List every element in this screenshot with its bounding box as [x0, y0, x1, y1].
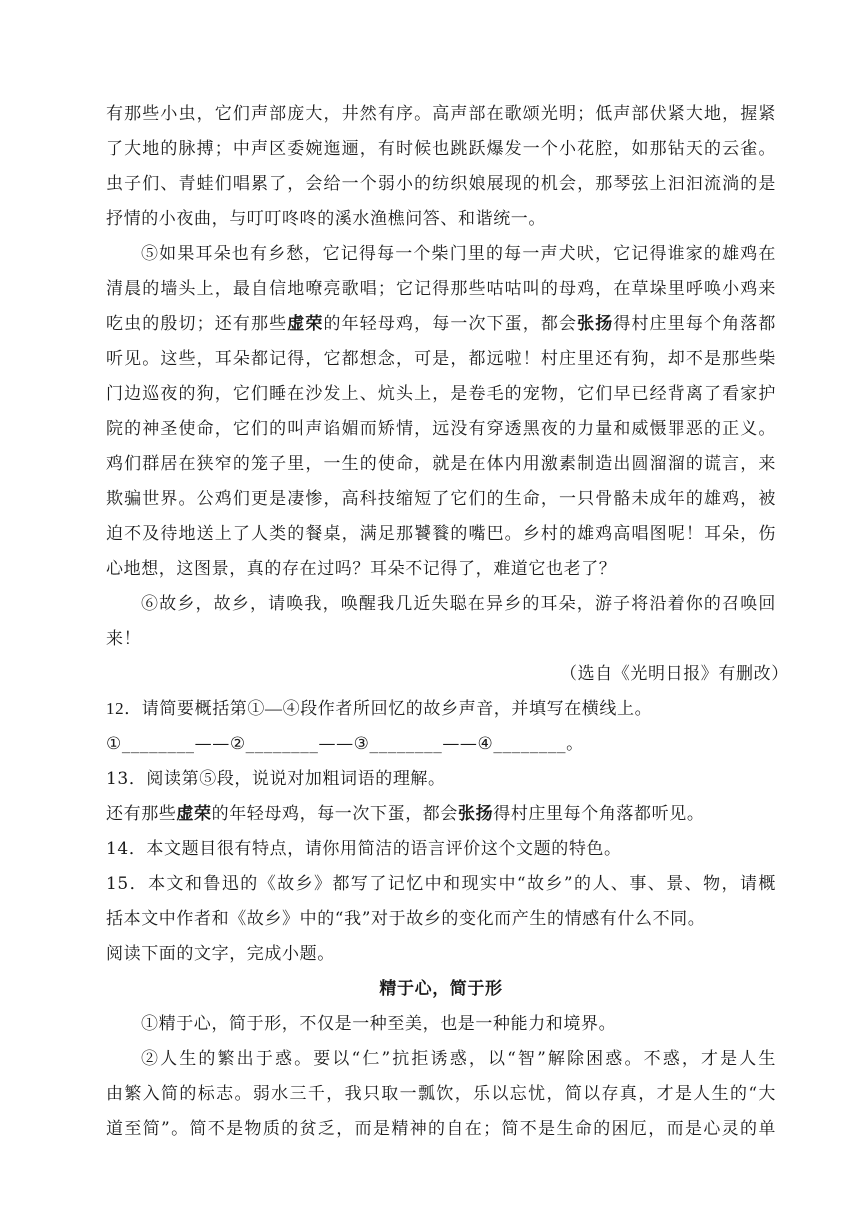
- passage-line: 迫不及待地送上了人类的餐桌，满足那饕餮的嘴巴。乡村的雄鸡高唱图呢！耳朵，伤: [106, 524, 776, 544]
- passage-line: 院的神圣使命，它们的叫声谄媚而矫情，远没有穿透黑夜的力量和威慑罪恶的正义。: [106, 419, 776, 439]
- paragraph-5-start: ⑤如果耳朵也有乡愁，它记得每一个柴门里的每一声犬吠，它记得谁家的雄鸡在: [141, 244, 776, 264]
- passage-title: 精于心，简于形: [379, 979, 503, 999]
- answer-blanks: ①________——②________——③________——④________。: [106, 734, 584, 754]
- text-segment: 得村庄里每个角落都听见。: [493, 804, 705, 824]
- question-15-cont: 括本文中作者和《故乡》中的“我”对于故乡的变化而产生的情感有什么不同。: [106, 909, 706, 929]
- text-segment: 吃虫的殷切；还有那些: [106, 314, 288, 334]
- text-segment: 还有那些: [106, 804, 177, 824]
- text-segment: 的年轻母鸡，每一次下蛋，都会: [323, 314, 578, 334]
- passage-line: 鸡们群居在狭窄的笼子里，一生的使命，就是在体内用激素制造出圆溜溜的谎言，来: [106, 454, 776, 474]
- question-13-quote: [106, 804, 776, 824]
- passage-line: 虫子们、青蛙们唱累了，会给一个弱小的纺织娘展现的机会，那琴弦上汩汩流淌的是: [106, 174, 776, 194]
- passage-line: 心地想，这图景，真的存在过吗？耳朵不记得了，难道它也老了？: [106, 559, 617, 579]
- passage-line: 欺骗世界。公鸡们更是凄惨，高科技缩短了它们的生命，一只骨骼未成年的雄鸡，被: [106, 489, 776, 509]
- text-segment: 得村庄里每个角落都: [613, 314, 776, 334]
- passage-line: 有那些小虫，它们声部庞大，井然有序。高声部在歌颂光明；低声部伏紧大地，握紧: [106, 104, 776, 124]
- reading-instruction: 阅读下面的文字，完成小题。: [106, 944, 335, 964]
- passage-line: 听见。这些，耳朵都记得，它都想念，可是，都远啦！村庄里还有狗，却不是那些柴: [106, 349, 776, 369]
- passage-line: 清晨的墙头上，最自信地嘹亮歌唱；它记得那些咕咕叫的母鸡，在草垛里呼唤小鸡来: [106, 279, 776, 299]
- text-segment: 的年轻母鸡，每一次下蛋，都会: [211, 804, 459, 824]
- passage-line-bold-words: [106, 314, 776, 334]
- paragraph-2-start: ②人生的繁出于惑。要以“仁”抗拒诱惑，以“智”解除困惑。不惑，才是人生: [141, 1049, 776, 1069]
- bold-word-xurong: 虚荣: [287, 314, 324, 334]
- passage-line: 了大地的脉搏；中声区委婉迤逦，有时候也跳跃爆发一个小花腔，如那钻天的云雀。: [106, 139, 776, 159]
- bold-word-zhangyang: 张扬: [577, 314, 614, 334]
- paragraph-6-start: ⑥故乡，故乡，请唤我，唤醒我几近失聪在异乡的耳朵，游子将沿着你的召唤回: [141, 594, 776, 614]
- passage-line: 道至简”。简不是物质的贫乏，而是精神的自在；简不是生命的困厄，而是心灵的单: [106, 1119, 776, 1139]
- passage-line: 抒情的小夜曲，与叮叮咚咚的溪水渔樵问答、和谐统一。: [106, 209, 546, 229]
- passage-line: 来！: [106, 629, 142, 649]
- question-13: 13．阅读第⑤段，说说对加粗词语的理解。: [106, 769, 446, 789]
- question-12: 12．请简要概括第①—④段作者所回忆的故乡声音，并填写在横线上。: [106, 699, 653, 718]
- source-citation: （选自《光明日报》有删改）: [560, 664, 789, 684]
- bold-word-zhangyang: 张扬: [458, 804, 494, 824]
- passage-line: 门边巡夜的狗，它们睡在沙发上、炕头上，是卷毛的宠物，它们早已经背离了看家护: [106, 384, 776, 404]
- paragraph-1: ①精于心，简于形，不仅是一种至美，也是一种能力和境界。: [141, 1014, 617, 1034]
- bold-word-xurong: 虚荣: [176, 804, 212, 824]
- question-14: 14．本文题目很有特点，请你用简洁的语言评价这个文题的特色。: [106, 839, 622, 859]
- question-15: 15．本文和鲁迅的《故乡》都写了记忆中和现实中“故乡”的人、事、景、物，请概: [106, 874, 776, 894]
- passage-line: 由繁入简的标志。弱水三千，我只取一瓢饮，乐以忘忧，简以存真，才是人生的“大: [106, 1084, 776, 1104]
